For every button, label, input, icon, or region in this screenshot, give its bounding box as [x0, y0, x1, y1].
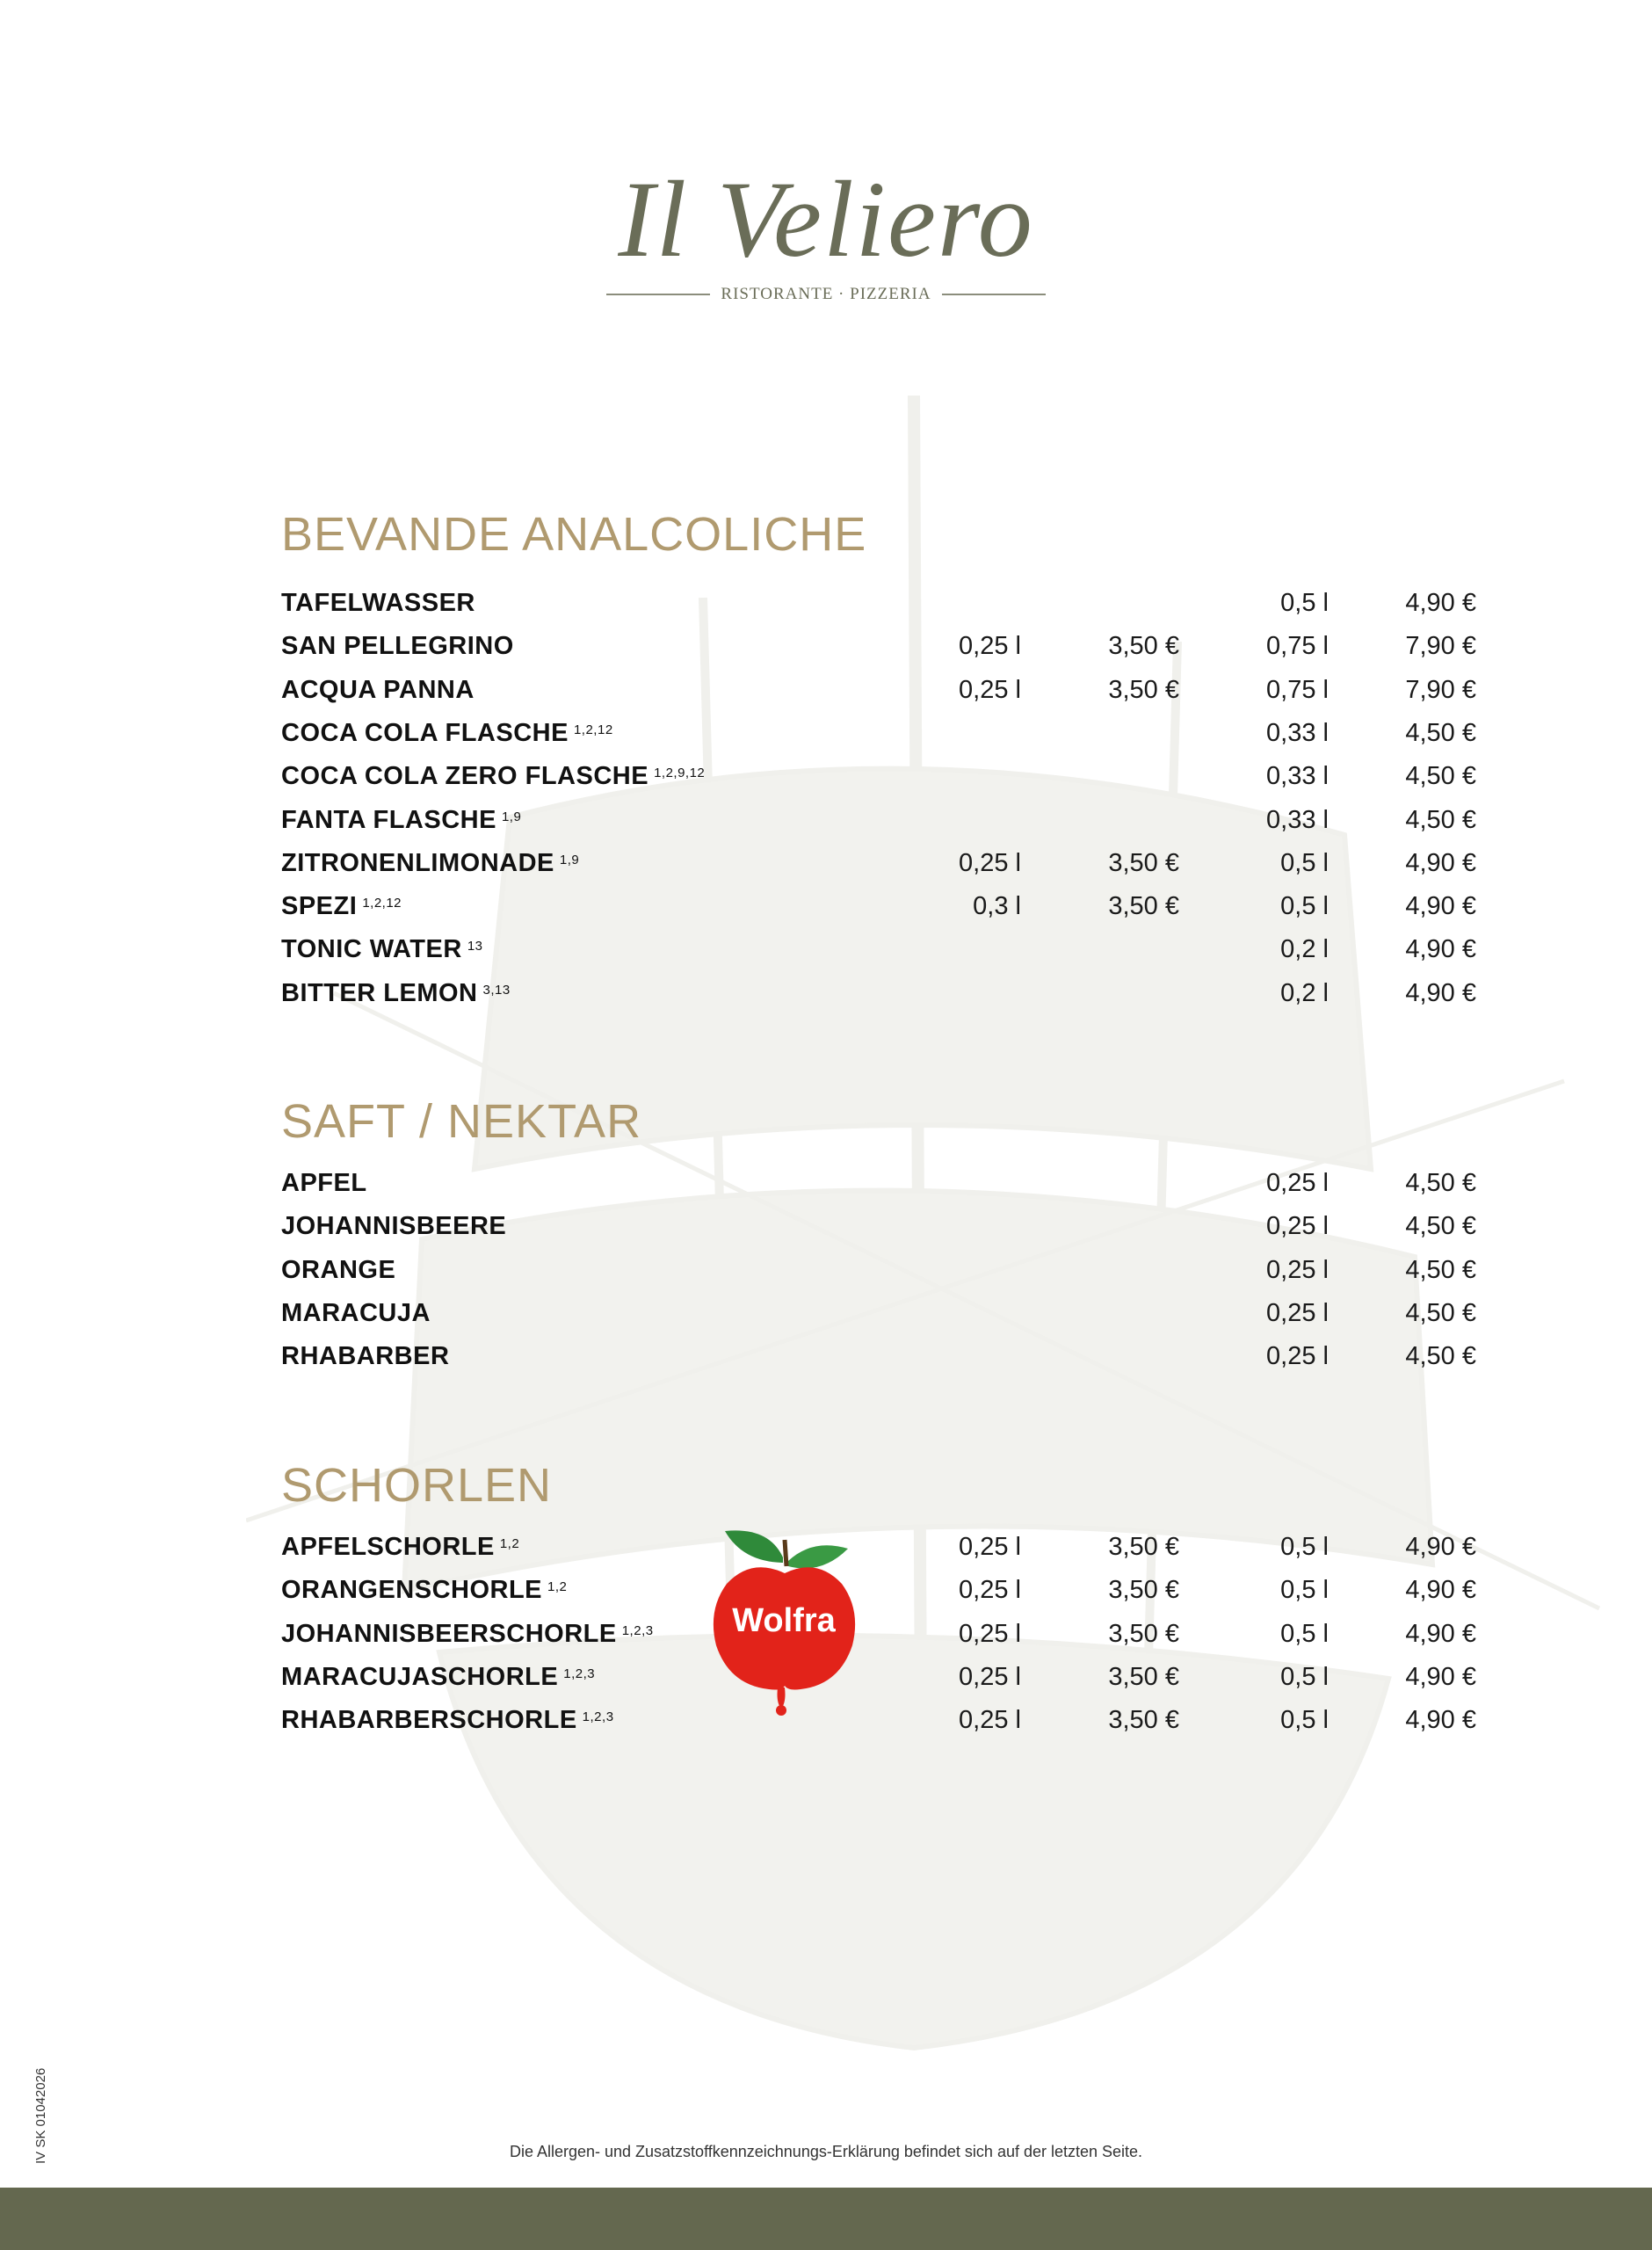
- item-name: [281, 972, 511, 1015]
- item-name-text: ORANGENSCHORLE: [281, 1576, 543, 1605]
- size-small: 0,25 l: [959, 1576, 1021, 1605]
- size-large: 0,75 l: [1266, 675, 1329, 704]
- price-large: 4,50 €: [1405, 718, 1476, 747]
- item-name: [281, 1292, 431, 1335]
- logo-divider-right: [942, 294, 1046, 295]
- size-small: 0,25 l: [959, 1619, 1021, 1648]
- price-large: 4,90 €: [1405, 978, 1476, 1007]
- item-name: [281, 842, 579, 885]
- menu-item-row: [281, 755, 1476, 798]
- size-small: 0,25 l: [959, 1662, 1021, 1691]
- price-large: 4,50 €: [1405, 805, 1476, 834]
- item-name: [281, 1569, 567, 1612]
- item-name-text: SAN PELLEGRINO: [281, 632, 514, 661]
- allergen-codes: 3,13: [482, 982, 511, 998]
- menu-item-row: [281, 885, 1476, 928]
- allergen-codes: 1,9: [559, 852, 580, 867]
- size-large: 0,5 l: [1280, 589, 1329, 617]
- price-large: 4,50 €: [1405, 1212, 1476, 1241]
- item-name: [281, 1162, 367, 1205]
- item-name: [281, 1699, 614, 1742]
- price-large: 4,90 €: [1405, 1619, 1476, 1648]
- item-name: [281, 799, 521, 842]
- apple-logo-icon: [707, 1522, 861, 1724]
- allergen-codes: 1,2,12: [573, 722, 613, 737]
- menu-item-row: [281, 582, 1476, 625]
- menu-item-row: [281, 1162, 1476, 1205]
- bottom-bar: [0, 2188, 1652, 2250]
- menu-item-row: [281, 1205, 1476, 1248]
- logo-subtitle-row: [0, 285, 1652, 304]
- allergen-codes: 1,2,3: [563, 1666, 596, 1681]
- item-name-text: COCA COLA ZERO FLASCHE: [281, 762, 649, 791]
- item-name: [281, 712, 613, 755]
- section-title-saft: SAFT / NEKTAR: [281, 1095, 642, 1148]
- size-large: 0,25 l: [1266, 1255, 1329, 1284]
- size-large: 0,5 l: [1280, 1662, 1329, 1691]
- item-name: [281, 1526, 519, 1569]
- item-name-text: SPEZI: [281, 892, 358, 921]
- wolfra-apple-logo: [707, 1522, 861, 1724]
- price-large: 7,90 €: [1405, 675, 1476, 704]
- allergen-footnote: Die Allergen- und Zusatzstoffkennzeichnungs-Erklärung befindet sich auf der letzten Seite.: [509, 2143, 1143, 2160]
- menu-item-row: [281, 842, 1476, 885]
- size-large: 0,25 l: [1266, 1342, 1329, 1371]
- menu-item-row: [281, 799, 1476, 842]
- size-small: 0,25 l: [959, 1533, 1021, 1561]
- size-large: 0,25 l: [1266, 1298, 1329, 1327]
- menu-item-row: [281, 625, 1476, 668]
- price-large: 4,90 €: [1405, 848, 1476, 877]
- item-name-text: RHABARBER: [281, 1342, 450, 1371]
- size-large: 0,5 l: [1280, 1619, 1329, 1648]
- menu-item-row: [281, 1249, 1476, 1292]
- price-small: 3,50 €: [1108, 848, 1179, 877]
- menu-item-row: [281, 1335, 1476, 1378]
- price-small: 3,50 €: [1108, 892, 1179, 921]
- price-large: 4,50 €: [1405, 1169, 1476, 1197]
- logo-divider-left: [606, 294, 710, 295]
- item-name-text: JOHANNISBEERSCHORLE: [281, 1619, 617, 1648]
- allergen-codes: 1,2: [547, 1579, 568, 1595]
- price-large: 4,90 €: [1405, 1533, 1476, 1561]
- price-small: 3,50 €: [1108, 1706, 1179, 1735]
- size-large: 0,2 l: [1280, 935, 1329, 964]
- menu-item-row: [281, 1656, 1476, 1699]
- item-name: [281, 885, 402, 928]
- size-large: 0,5 l: [1280, 892, 1329, 921]
- section-title-bevande: BEVANDE ANALCOLICHE: [281, 508, 867, 561]
- item-name: [281, 669, 475, 712]
- price-large: 4,90 €: [1405, 892, 1476, 921]
- allergen-codes: 1,9: [501, 809, 522, 824]
- price-small: 3,50 €: [1108, 632, 1179, 661]
- size-small: 0,25 l: [959, 675, 1021, 704]
- price-large: 4,50 €: [1405, 762, 1476, 791]
- menu-item-row: [281, 928, 1476, 971]
- size-small: 0,25 l: [959, 848, 1021, 877]
- allergen-codes: 1,2,3: [621, 1622, 654, 1638]
- size-small: 0,3 l: [973, 892, 1021, 921]
- item-name-text: APFELSCHORLE: [281, 1533, 495, 1561]
- price-small: 3,50 €: [1108, 1619, 1179, 1648]
- size-large: 0,5 l: [1280, 848, 1329, 877]
- item-name-text: MARACUJASCHORLE: [281, 1662, 559, 1691]
- price-small: 3,50 €: [1108, 1533, 1179, 1561]
- restaurant-logo: [0, 158, 1652, 304]
- size-large: 0,5 l: [1280, 1706, 1329, 1735]
- size-large: 0,5 l: [1280, 1533, 1329, 1561]
- document-code: IV SK 01042026: [33, 2067, 48, 2164]
- allergen-codes: 1,2,3: [582, 1709, 614, 1725]
- allergen-codes: 1,2,9,12: [654, 766, 706, 781]
- section-title-schorlen: SCHORLEN: [281, 1459, 553, 1512]
- price-small: 3,50 €: [1108, 675, 1179, 704]
- menu-item-row: [281, 1699, 1476, 1742]
- item-name-text: ORANGE: [281, 1255, 396, 1284]
- item-name-text: TONIC WATER: [281, 935, 462, 964]
- size-small: 0,25 l: [959, 632, 1021, 661]
- size-small: 0,25 l: [959, 1706, 1021, 1735]
- price-large: 4,90 €: [1405, 1706, 1476, 1735]
- size-large: 0,33 l: [1266, 762, 1329, 791]
- menu-item-row: [281, 972, 1476, 1015]
- item-name-text: RHABARBERSCHORLE: [281, 1706, 577, 1735]
- price-large: 4,90 €: [1405, 589, 1476, 617]
- item-name-text: APFEL: [281, 1169, 367, 1197]
- allergen-codes: 1,2: [499, 1536, 520, 1551]
- item-name-text: ACQUA PANNA: [281, 675, 475, 704]
- item-name: [281, 755, 705, 798]
- item-name-text: COCA COLA FLASCHE: [281, 718, 569, 747]
- price-large: 7,90 €: [1405, 632, 1476, 661]
- item-name-text: FANTA FLASCHE: [281, 805, 496, 834]
- price-large: 4,50 €: [1405, 1298, 1476, 1327]
- menu-item-row: [281, 1613, 1476, 1656]
- menu-item-row: [281, 1292, 1476, 1335]
- item-name-text: TAFELWASSER: [281, 589, 475, 617]
- item-name: [281, 1249, 395, 1292]
- size-large: 0,25 l: [1266, 1212, 1329, 1241]
- menu-item-row: [281, 1569, 1476, 1612]
- item-name: [281, 625, 514, 668]
- allergen-codes: 13: [467, 939, 483, 954]
- logo-subtitle: RISTORANTE · PIZZERIA: [721, 285, 931, 303]
- price-large: 4,50 €: [1405, 1255, 1476, 1284]
- allergen-codes: 1,2,12: [362, 896, 402, 911]
- size-large: 0,33 l: [1266, 805, 1329, 834]
- size-large: 0,5 l: [1280, 1576, 1329, 1605]
- logo-title: Il Veliero: [618, 159, 1034, 279]
- price-large: 4,90 €: [1405, 1576, 1476, 1605]
- price-large: 4,90 €: [1405, 1662, 1476, 1691]
- item-name: [281, 1205, 506, 1248]
- item-name-text: ZITRONENLIMONADE: [281, 848, 554, 877]
- item-name: [281, 1335, 449, 1378]
- price-small: 3,50 €: [1108, 1662, 1179, 1691]
- item-name: [281, 1656, 595, 1699]
- item-name-text: JOHANNISBEERE: [281, 1212, 507, 1241]
- item-name: [281, 582, 475, 625]
- item-name-text: MARACUJA: [281, 1298, 431, 1327]
- size-large: 0,2 l: [1280, 978, 1329, 1007]
- size-large: 0,25 l: [1266, 1169, 1329, 1197]
- price-large: 4,90 €: [1405, 935, 1476, 964]
- item-name: [281, 1613, 654, 1656]
- size-large: 0,75 l: [1266, 632, 1329, 661]
- menu-item-row: [281, 669, 1476, 712]
- wolfra-label: Wolfra: [732, 1602, 836, 1639]
- item-name-text: BITTER LEMON: [281, 978, 478, 1007]
- menu-item-row: [281, 712, 1476, 755]
- size-large: 0,33 l: [1266, 718, 1329, 747]
- price-large: 4,50 €: [1405, 1342, 1476, 1371]
- menu-item-row: [281, 1526, 1476, 1569]
- price-small: 3,50 €: [1108, 1576, 1179, 1605]
- item-name: [281, 928, 483, 971]
